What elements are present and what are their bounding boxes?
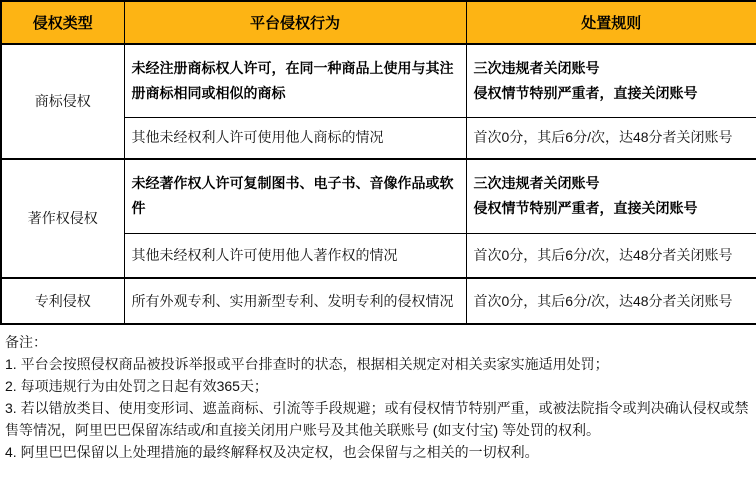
note-item: 1. 平台会按照侵权商品被投诉举报或平台排查时的状态，根据相关规定对相关卖家实施适用处罚； <box>5 356 609 372</box>
behavior-cell: 未经注册商标权人许可，在同一种商品上使用与其注册商标相同或相似的商标 <box>124 44 466 117</box>
rule-line: 首次0分，其后6分/次，达48分者关闭账号 <box>473 129 733 146</box>
rule-cell <box>466 117 756 159</box>
rule-line: 首次0分，其后6分/次，达48分者关闭账号 <box>473 292 733 309</box>
rule-cell <box>466 278 756 324</box>
behavior-cell: 其他未经权利人许可使用他人商标的情况 <box>124 117 466 159</box>
header-platform-behavior: 平台侵权行为 <box>124 1 466 44</box>
note-item: 2. 每项违规行为由处罚之日起有效365天； <box>5 378 268 394</box>
rule-line: 首次0分，其后6分/次，达48分者关闭账号 <box>473 246 733 263</box>
behavior-cell: 其他未经权利人许可使用他人著作权的情况 <box>124 233 466 278</box>
behavior-cell: 所有外观专利、实用新型专利、发明专利的侵权情况 <box>124 278 466 324</box>
rule-cell <box>466 44 756 117</box>
note-item: 4. 阿里巴巴保留以上处理措施的最终解释权及决定权，也会保留与之相关的一切权利。 <box>5 444 539 460</box>
header-disposal-rules: 处置规则 <box>466 1 756 44</box>
table-row <box>1 44 756 117</box>
notes-title: 备注： <box>5 334 47 350</box>
table-row <box>1 159 756 233</box>
header-row <box>1 1 756 44</box>
behavior-cell: 未经著作权人许可复制图书、电子书、音像作品或软件 <box>124 159 466 233</box>
note-item: 3. 若以错放类目、使用变形词、遮盖商标、引流等手段规避；或有侵权情节特别严重，或被法院指令或判决确认侵权或禁售等情况，阿里巴巴保留冻结或/和直接关闭用户账号及其他关联账号 (如支付宝) 等处罚的权利。 <box>5 400 749 438</box>
rule-cell <box>466 159 756 233</box>
infringement-type-cell: 商标侵权 <box>1 44 124 159</box>
rule-line: 侵权情节特别严重者，直接关闭账号 <box>473 200 698 217</box>
notes-section <box>0 325 756 463</box>
infringement-type-cell: 专利侵权 <box>1 278 124 324</box>
rule-cell <box>466 233 756 278</box>
header-infringement-type: 侵权类型 <box>1 1 124 44</box>
rule-line: 三次违规者关闭账号 <box>473 175 600 192</box>
table-row <box>1 278 756 324</box>
rule-line: 三次违规者关闭账号 <box>473 59 600 76</box>
infringement-type-cell: 著作权侵权 <box>1 159 124 278</box>
rule-line: 侵权情节特别严重者，直接关闭账号 <box>473 84 698 101</box>
